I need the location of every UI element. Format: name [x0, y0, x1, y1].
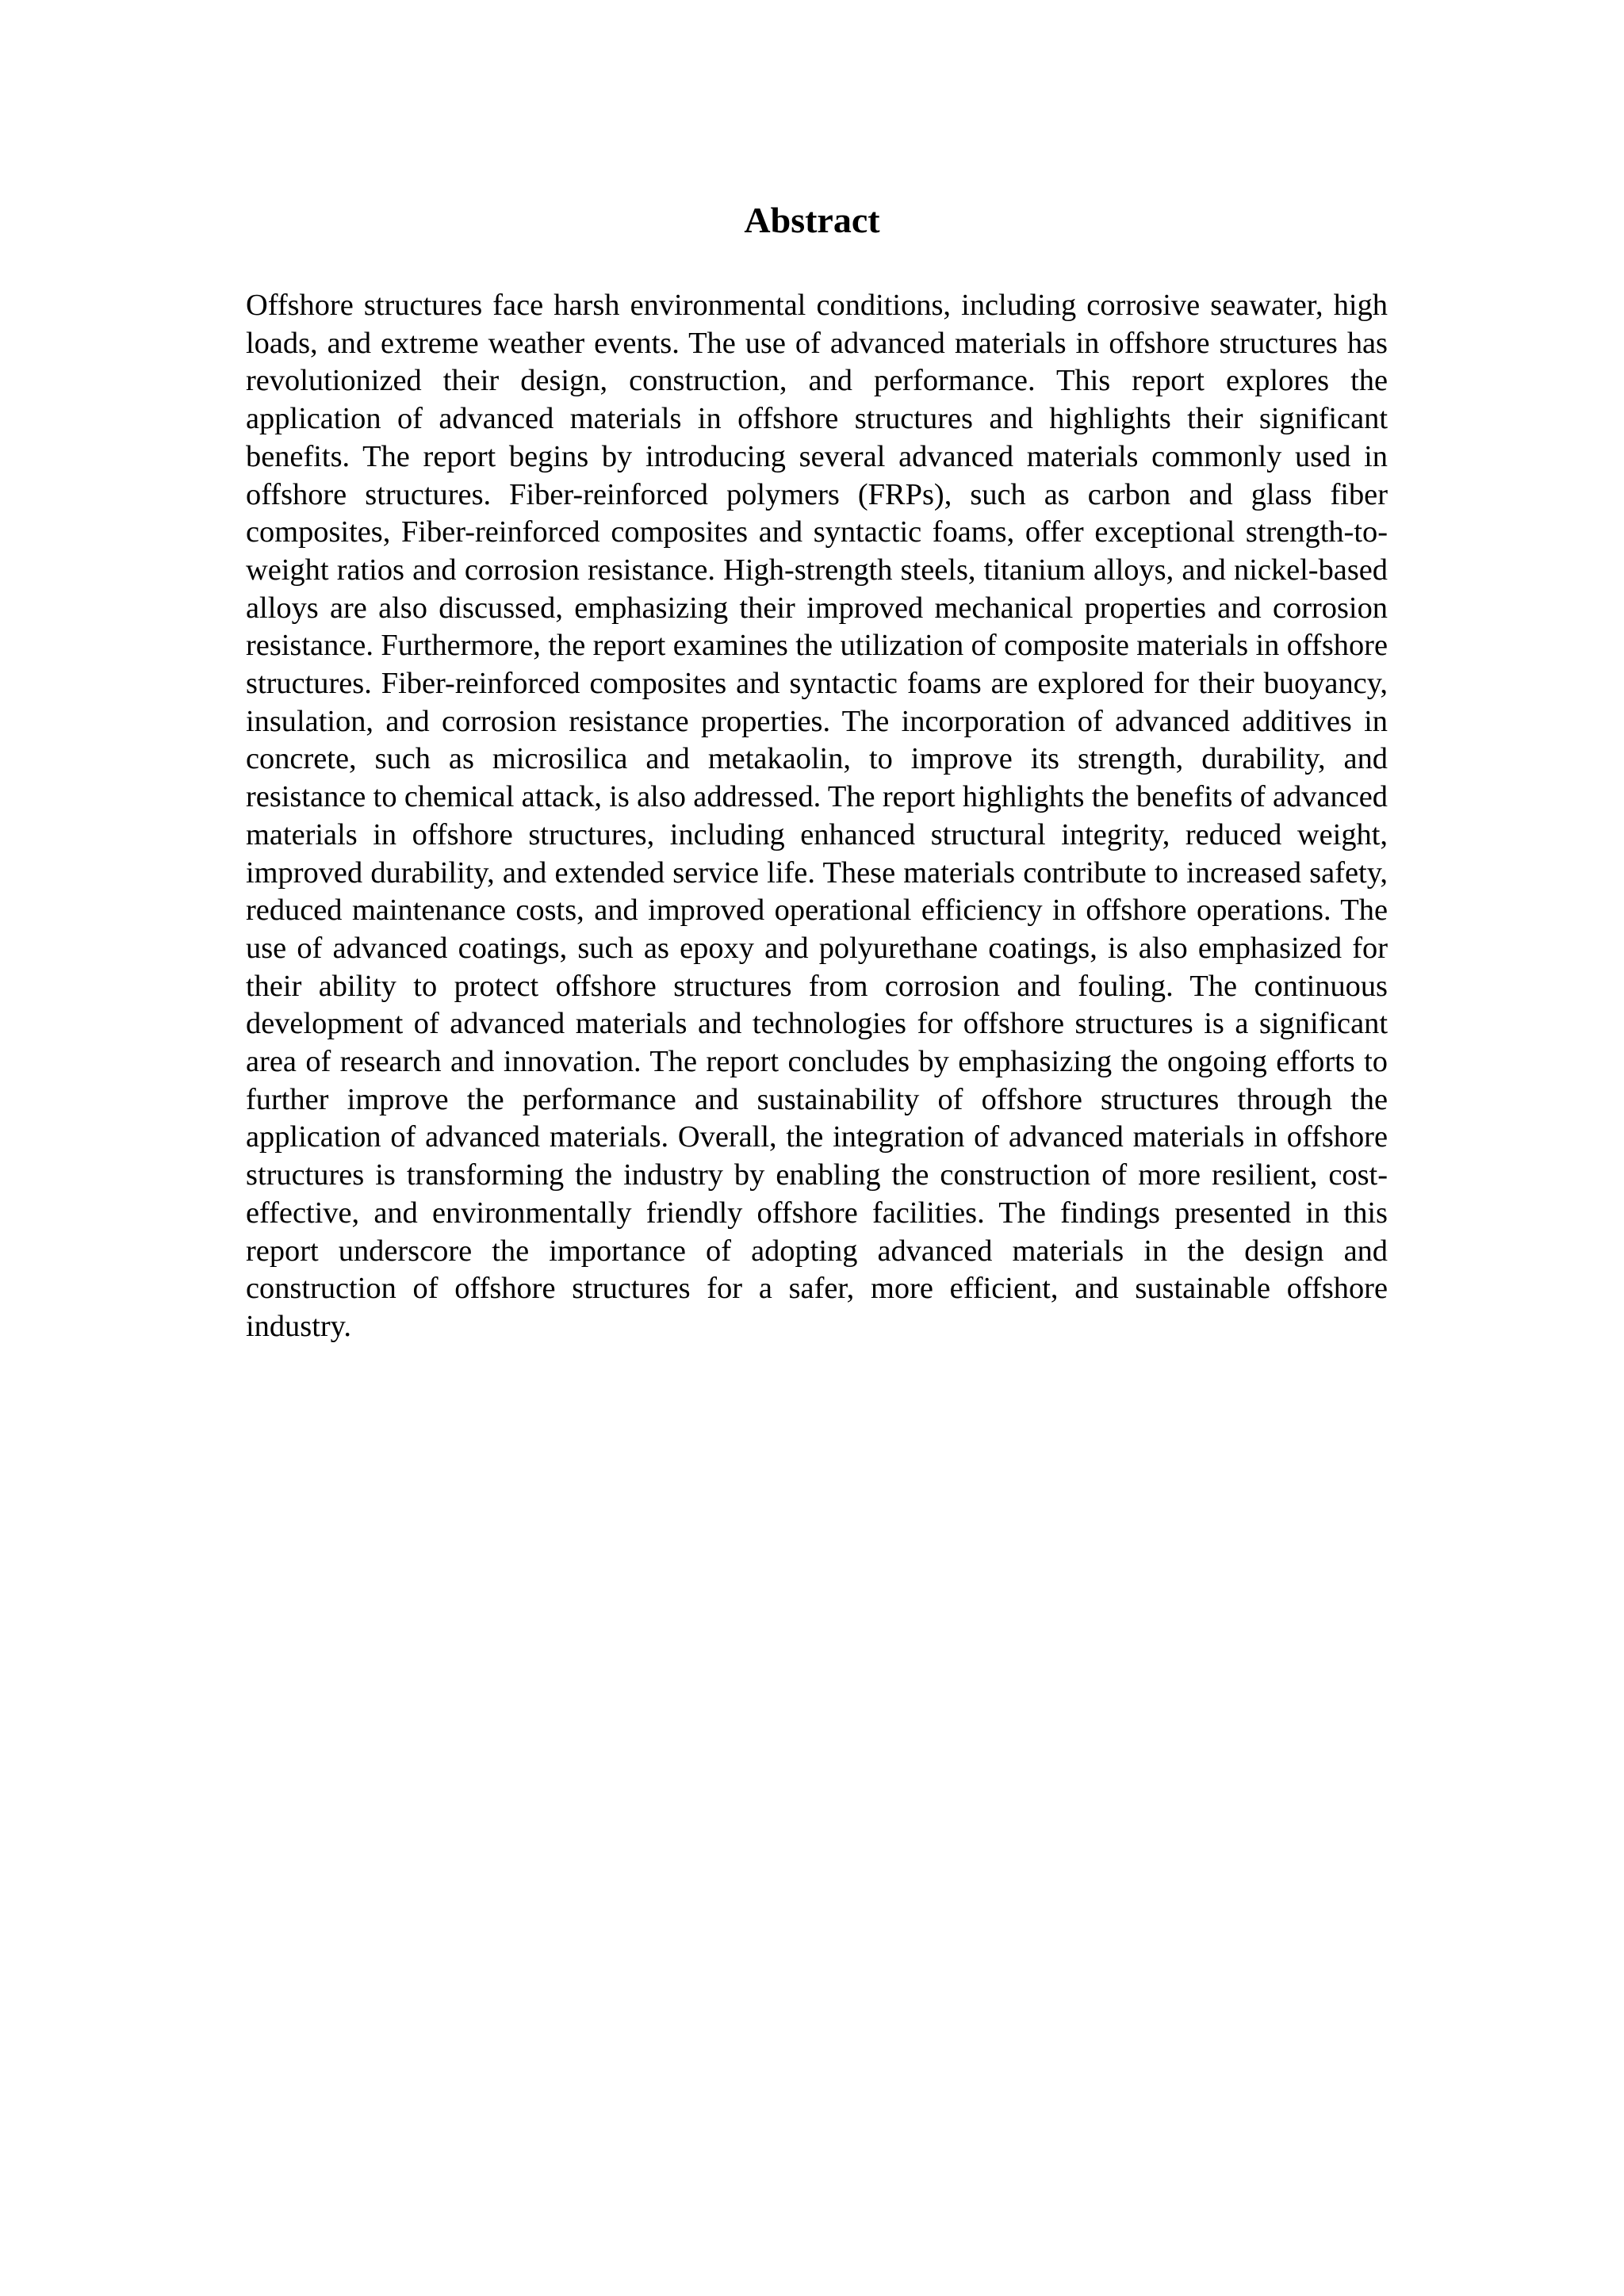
- abstract-heading: Abstract: [744, 200, 880, 240]
- abstract-paragraph: Offshore structures face harsh environmental conditions, including corrosive seawater, high loads, and extreme weather events. The use of advanced materials in offshore structures has revolutionized their design, construction, and performance. This report explores the application of advanced materials in offshore structures and highlights their significant benefits. The report begins by introducing several advanced materials commonly used in offshore structures. Fiber-reinforced polymers (FRPs), such as carbon and glass fiber composites, Fiber-reinforced composites and syntactic foams, offer exceptional strength-to-weight ratios and corrosion resistance. High-strength steels, titanium alloys, and nickel-based alloys are also discussed, emphasizing their improved mechanical properties and corrosion resistance. Furthermore, the report examines the utilization of composite materials in offshore structures. Fiber-reinforced composites and syntactic foams are explored for their buoyancy, insulation, and corrosion resistance properties. The incorporation of advanced additives in concrete, such as microsilica and metakaolin, to improve its strength, durability, and resistance to chemical attack, is also addressed. The report highlights the benefits of advanced materials in offshore structures, including enhanced structural integrity, reduced weight, improved durability, and extended service life. These materials contribute to increased safety, reduced maintenance costs, and improved operational efficiency in offshore operations. The use of advanced coatings, such as epoxy and polyurethane coatings, is also emphasized for their ability to protect offshore structures from corrosion and fouling. The continuous development of advanced materials and technologies for offshore structures is a significant area of research and innovation. The report concludes by emphasizing the ongoing efforts to further improve the performance and sustainability of offshore structures through the application of advanced materials. Overall, the integration of advanced materials in offshore structures is transforming the industry by enabling the construction of more resilient, cost-effective, and environmentally friendly offshore facilities. The findings presented in this report underscore the importance of adopting advanced materials in the design and construction of offshore structures for a safer, more efficient, and sustainable offshore industry.: [246, 289, 1388, 1343]
